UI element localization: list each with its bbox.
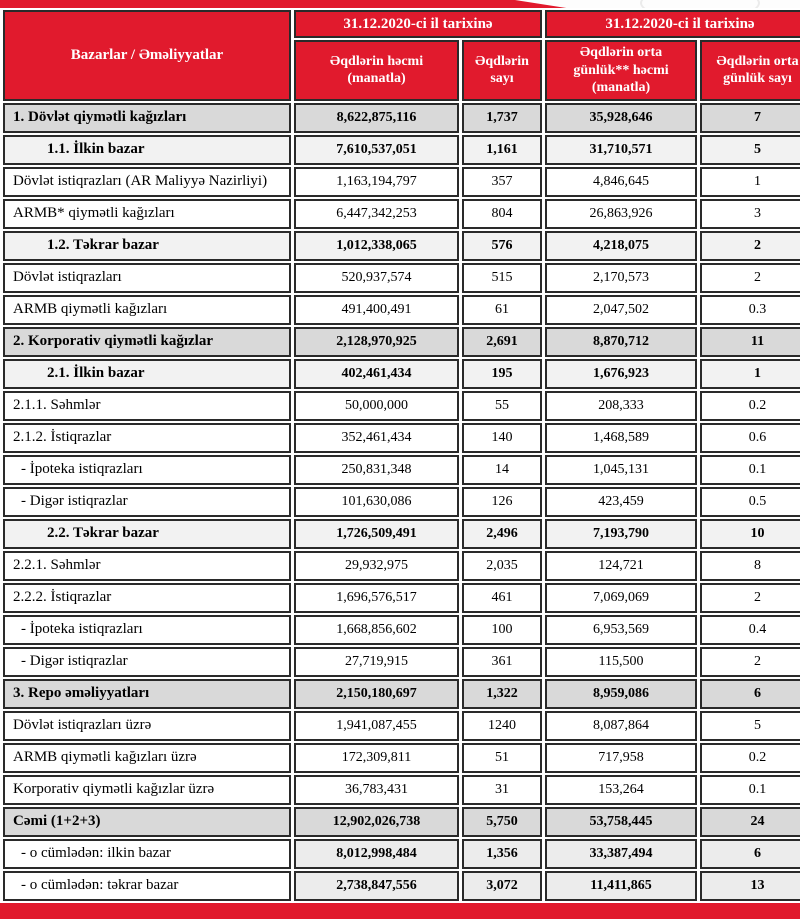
- volume-cell: 6,447,342,253: [294, 199, 459, 229]
- row-label-cell: ARMB qiymətli kağızları: [3, 295, 291, 325]
- volume-cell: 520,937,574: [294, 263, 459, 293]
- count-cell: 1,322: [462, 679, 542, 709]
- header-deal-volume: Əqdlərin həcmi (manatla): [294, 40, 459, 101]
- volume-cell: 1,668,856,602: [294, 615, 459, 645]
- count-cell: 461: [462, 583, 542, 613]
- count-cell: 1,161: [462, 135, 542, 165]
- row-label-cell: 2. Korporativ qiymətli kağızlar: [3, 327, 291, 357]
- daily-count-cell: 2: [700, 263, 800, 293]
- volume-cell: 491,400,491: [294, 295, 459, 325]
- daily-count-cell: 2: [700, 583, 800, 613]
- count-cell: 1,356: [462, 839, 542, 869]
- row-label-cell: - o cümlədən: ilkin bazar: [3, 839, 291, 869]
- daily-volume-cell: 7,069,069: [545, 583, 697, 613]
- count-cell: 576: [462, 231, 542, 261]
- count-cell: 361: [462, 647, 542, 677]
- top-strip-cutout: [515, 0, 800, 8]
- volume-cell: 12,902,026,738: [294, 807, 459, 837]
- row-label-cell: - Digər istiqrazlar: [3, 647, 291, 677]
- table-row: [3, 455, 800, 485]
- table-row: [3, 391, 800, 421]
- daily-volume-cell: 8,087,864: [545, 711, 697, 741]
- row-label-cell: 1.2. Təkrar bazar: [3, 231, 291, 261]
- daily-count-cell: 5: [700, 135, 800, 165]
- volume-cell: 29,932,975: [294, 551, 459, 581]
- daily-volume-cell: 717,958: [545, 743, 697, 773]
- daily-count-cell: 5: [700, 711, 800, 741]
- volume-cell: 2,128,970,925: [294, 327, 459, 357]
- table-row: [3, 551, 800, 581]
- row-label-cell: - İpoteka istiqrazları: [3, 615, 291, 645]
- count-cell: 1240: [462, 711, 542, 741]
- count-cell: 140: [462, 423, 542, 453]
- table-row: [3, 711, 800, 741]
- count-cell: 2,496: [462, 519, 542, 549]
- table-row: [3, 167, 800, 197]
- row-label-cell: 1. Dövlət qiymətli kağızları: [3, 103, 291, 133]
- daily-volume-cell: 124,721: [545, 551, 697, 581]
- volume-cell: 1,696,576,517: [294, 583, 459, 613]
- volume-cell: 101,630,086: [294, 487, 459, 517]
- table-body: [3, 103, 800, 901]
- header-daily-volume: Əqdlərin orta günlük** həcmi (manatla): [545, 40, 697, 101]
- table-row: [3, 199, 800, 229]
- daily-count-cell: 0.5: [700, 487, 800, 517]
- table-row: [3, 807, 800, 837]
- count-cell: 357: [462, 167, 542, 197]
- volume-cell: 8,622,875,116: [294, 103, 459, 133]
- daily-volume-cell: 11,411,865: [545, 871, 697, 901]
- volume-cell: 50,000,000: [294, 391, 459, 421]
- daily-volume-cell: 8,959,086: [545, 679, 697, 709]
- header-date-left: 31.12.2020-ci il tarixinə: [294, 10, 542, 38]
- row-label-cell: 2.1. İlkin bazar: [3, 359, 291, 389]
- header-deal-count: Əqdlərin sayı: [462, 40, 542, 101]
- row-label-cell: Dövlət istiqrazları: [3, 263, 291, 293]
- daily-volume-cell: 2,047,502: [545, 295, 697, 325]
- daily-volume-cell: 1,468,589: [545, 423, 697, 453]
- row-label-cell: 1.1. İlkin bazar: [3, 135, 291, 165]
- table-row: [3, 743, 800, 773]
- count-cell: 14: [462, 455, 542, 485]
- daily-count-cell: 7: [700, 103, 800, 133]
- table-row: [3, 263, 800, 293]
- row-label-cell: 3. Repo əməliyyatları: [3, 679, 291, 709]
- table-row: [3, 359, 800, 389]
- daily-volume-cell: 423,459: [545, 487, 697, 517]
- daily-count-cell: 8: [700, 551, 800, 581]
- count-cell: 55: [462, 391, 542, 421]
- row-label-cell: Dövlət istiqrazları (AR Maliyyə Nazirliyi): [3, 167, 291, 197]
- daily-count-cell: 0.2: [700, 391, 800, 421]
- daily-volume-cell: 53,758,445: [545, 807, 697, 837]
- row-label-cell: Cəmi (1+2+3): [3, 807, 291, 837]
- table-row: [3, 295, 800, 325]
- daily-volume-cell: 1,045,131: [545, 455, 697, 485]
- count-cell: 61: [462, 295, 542, 325]
- row-label-cell: ARMB qiymətli kağızları üzrə: [3, 743, 291, 773]
- volume-cell: 36,783,431: [294, 775, 459, 805]
- table-row: [3, 647, 800, 677]
- row-label-cell: - o cümlədən: təkrar bazar: [3, 871, 291, 901]
- count-cell: 1,737: [462, 103, 542, 133]
- row-label-cell: 2.2.1. Səhmlər: [3, 551, 291, 581]
- daily-volume-cell: 33,387,494: [545, 839, 697, 869]
- daily-count-cell: 6: [700, 839, 800, 869]
- daily-volume-cell: 115,500: [545, 647, 697, 677]
- table-row: [3, 103, 800, 133]
- count-cell: 100: [462, 615, 542, 645]
- row-label-cell: Korporativ qiymətli kağızlar üzrə: [3, 775, 291, 805]
- table-row: [3, 615, 800, 645]
- row-label-cell: 2.1.1. Səhmlər: [3, 391, 291, 421]
- daily-volume-cell: 153,264: [545, 775, 697, 805]
- table-row: [3, 583, 800, 613]
- table-row: [3, 487, 800, 517]
- row-label-cell: Dövlət istiqrazları üzrə: [3, 711, 291, 741]
- daily-volume-cell: 31,710,571: [545, 135, 697, 165]
- daily-count-cell: 3: [700, 199, 800, 229]
- daily-count-cell: 11: [700, 327, 800, 357]
- top-accent-bar: [0, 0, 800, 8]
- daily-volume-cell: 2,170,573: [545, 263, 697, 293]
- count-cell: 5,750: [462, 807, 542, 837]
- daily-count-cell: 0.6: [700, 423, 800, 453]
- table-header: [3, 10, 800, 101]
- row-label-cell: ARMB* qiymətli kağızları: [3, 199, 291, 229]
- volume-cell: 7,610,537,051: [294, 135, 459, 165]
- volume-cell: 1,726,509,491: [294, 519, 459, 549]
- header-date-right: 31.12.2020-ci il tarixinə: [545, 10, 800, 38]
- table-row: [3, 135, 800, 165]
- daily-count-cell: 0.4: [700, 615, 800, 645]
- volume-cell: 1,012,338,065: [294, 231, 459, 261]
- table-row: [3, 839, 800, 869]
- volume-cell: 172,309,811: [294, 743, 459, 773]
- count-cell: 126: [462, 487, 542, 517]
- daily-volume-cell: 4,218,075: [545, 231, 697, 261]
- daily-count-cell: 0.3: [700, 295, 800, 325]
- daily-count-cell: 6: [700, 679, 800, 709]
- row-label-cell: - İpoteka istiqrazları: [3, 455, 291, 485]
- count-cell: 51: [462, 743, 542, 773]
- volume-cell: 250,831,348: [294, 455, 459, 485]
- table-row: [3, 327, 800, 357]
- count-cell: 515: [462, 263, 542, 293]
- daily-count-cell: 13: [700, 871, 800, 901]
- volume-cell: 1,941,087,455: [294, 711, 459, 741]
- row-label-cell: 2.2. Təkrar bazar: [3, 519, 291, 549]
- table-row: [3, 519, 800, 549]
- table-row: [3, 871, 800, 901]
- daily-volume-cell: 26,863,926: [545, 199, 697, 229]
- daily-count-cell: 2: [700, 231, 800, 261]
- daily-volume-cell: 208,333: [545, 391, 697, 421]
- table-row: [3, 231, 800, 261]
- header-daily-count: Əqdlərin orta günlük sayı: [700, 40, 800, 101]
- daily-volume-cell: 7,193,790: [545, 519, 697, 549]
- row-label-cell: - Digər istiqrazlar: [3, 487, 291, 517]
- daily-volume-cell: 35,928,646: [545, 103, 697, 133]
- securities-market-table: [0, 8, 800, 903]
- bottom-accent-bar: [0, 903, 800, 919]
- count-cell: 2,691: [462, 327, 542, 357]
- count-cell: 2,035: [462, 551, 542, 581]
- table-row: [3, 775, 800, 805]
- header-row-dates: [3, 10, 800, 38]
- daily-count-cell: 0.1: [700, 775, 800, 805]
- row-label-cell: 2.1.2. İstiqrazlar: [3, 423, 291, 453]
- table-row: [3, 679, 800, 709]
- volume-cell: 352,461,434: [294, 423, 459, 453]
- daily-count-cell: 1: [700, 359, 800, 389]
- count-cell: 804: [462, 199, 542, 229]
- row-label-cell: 2.2.2. İstiqrazlar: [3, 583, 291, 613]
- daily-volume-cell: 8,870,712: [545, 327, 697, 357]
- count-cell: 195: [462, 359, 542, 389]
- count-cell: 3,072: [462, 871, 542, 901]
- daily-count-cell: 10: [700, 519, 800, 549]
- daily-volume-cell: 6,953,569: [545, 615, 697, 645]
- daily-count-cell: 2: [700, 647, 800, 677]
- volume-cell: 402,461,434: [294, 359, 459, 389]
- daily-count-cell: 24: [700, 807, 800, 837]
- daily-count-cell: 0.2: [700, 743, 800, 773]
- volume-cell: 8,012,998,484: [294, 839, 459, 869]
- daily-count-cell: 1: [700, 167, 800, 197]
- table-row: [3, 423, 800, 453]
- daily-volume-cell: 1,676,923: [545, 359, 697, 389]
- daily-count-cell: 0.1: [700, 455, 800, 485]
- volume-cell: 2,150,180,697: [294, 679, 459, 709]
- volume-cell: 1,163,194,797: [294, 167, 459, 197]
- volume-cell: 27,719,915: [294, 647, 459, 677]
- volume-cell: 2,738,847,556: [294, 871, 459, 901]
- header-markets-operations: Bazarlar / Əməliyyatlar: [3, 10, 291, 101]
- daily-volume-cell: 4,846,645: [545, 167, 697, 197]
- count-cell: 31: [462, 775, 542, 805]
